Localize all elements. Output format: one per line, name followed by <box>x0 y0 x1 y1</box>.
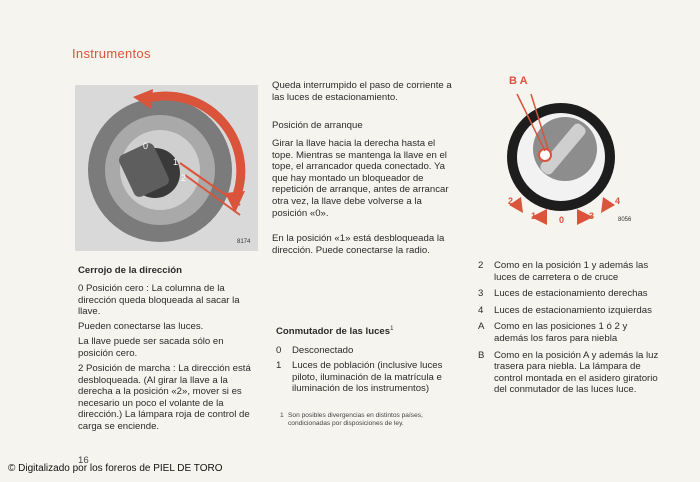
switch-label-2: 2 <box>508 196 514 206</box>
lock-position-2: 2 <box>181 173 187 183</box>
ignition-lock-photo <box>75 85 258 251</box>
switch-label-3: 3 <box>589 211 595 221</box>
lock-position-1: 1 <box>173 157 179 167</box>
key-removal-text: La llave puede ser sacada sólo en posición cero. <box>78 336 224 359</box>
col2-intro: Queda interrumpido el paso de corriente a las luces de estacionamiento. <box>272 80 452 103</box>
section-title: Instrumentos <box>72 46 151 61</box>
switch-labels-ba: B A <box>509 75 528 87</box>
list-item: 4 Luces de estacionamiento izquierdas <box>478 304 652 316</box>
start-position-text: Girar la llave hacia la derecha hasta el tope. Mientras se mantenga la llave en el tope, el arrancador queda conectado. Ya que hay montado un bloqueador de repetición de arranque, antes de arrancar otra vez, la llave debe volverse a la posición «0». <box>272 138 449 219</box>
footnote: 1 Son posibles divergencias en distintos países, condicionadas por disposiciones de ley. <box>280 412 423 427</box>
running-position-text: 2 Posición de marcha : La dirección está desbloqueada. (Al girar la llave a la derecha a la posición «2», mover si es necesario un poco el volante de la dirección.) La lámpara roja de control de carga se enciende. <box>78 363 251 432</box>
light-switch-graphic <box>493 87 635 227</box>
light-switch-heading: Conmutador de las luces$^1$ <box>276 326 394 338</box>
start-position-heading: Posición de arranque <box>272 120 363 131</box>
switch-label-1: 1 <box>531 211 537 221</box>
light-item-1: 1 Luces de población (inclusive luces piloto, iluminación de la matrícula e iluminación de los instrumentos) <box>276 360 443 395</box>
position-one-text: En la posición «1» está desbloqueada la dirección. Puede conectarse la radio. <box>272 233 445 256</box>
switch-label-4: 4 <box>615 196 621 206</box>
light-item-0: 0 Desconectado <box>276 345 354 356</box>
position-zero-text: 0 Posición cero : La columna de la dirección queda bloqueada al sacar la llave. <box>78 283 240 318</box>
steering-lock-heading: Cerrojo de la dirección <box>78 265 182 276</box>
figure-code: 8174 <box>237 239 251 245</box>
figure-code-2: 8056 <box>618 217 632 223</box>
light-switch-illustration <box>493 75 635 227</box>
list-item: 3 Luces de estacionamiento derechas <box>478 288 648 300</box>
lights-text: Pueden conectarse las luces. <box>78 321 204 332</box>
list-item: B Como en la posición A y además la luz trasera para niebla. La lámpara de control montada en el asidero giratorio del conmutador de las luces luce. <box>478 349 659 396</box>
list-item: A Como en las posiciones 1 ó 2 y además los faros para niebla <box>478 321 628 344</box>
light-positions-list <box>478 260 663 396</box>
switch-label-0: 0 <box>559 215 565 225</box>
list-item: 2 Como en la posición 1 y además las luces de carretera o de cruce <box>478 260 649 283</box>
ignition-lock-illustration <box>75 85 258 251</box>
lock-position-0: 0 <box>143 141 149 151</box>
credit-line: © Digitalizado por los foreros de PIEL DE TORO <box>8 463 223 474</box>
page-number: 16 <box>78 455 89 466</box>
